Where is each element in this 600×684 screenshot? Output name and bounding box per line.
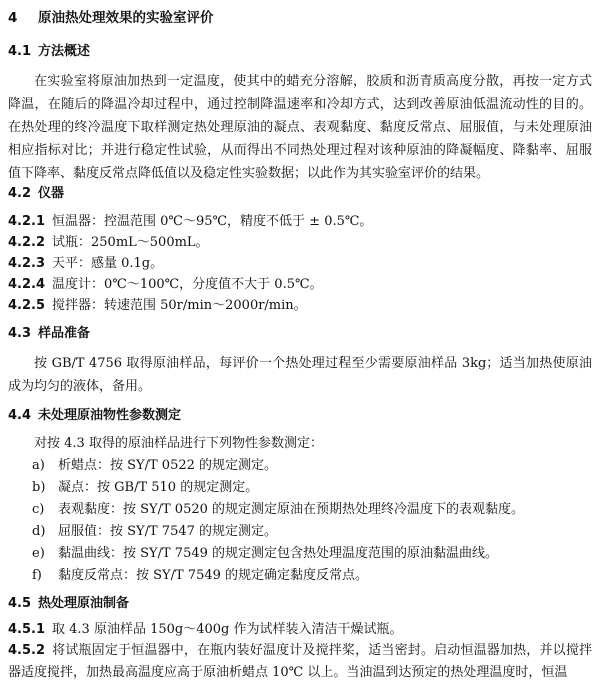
list-item: a) 析蜡点：按 SY/T 0522 的规定测定。 bbox=[32, 458, 278, 473]
instrument-item: 4.2.4 温度计：0℃～100℃，分度值不大于 0.5℃。 bbox=[8, 277, 323, 292]
subsection-heading-4-3 bbox=[8, 326, 90, 342]
instrument-item: 4.2.2 试瓶：250mL～500mL。 bbox=[8, 235, 209, 250]
subsection-title: 仪器 bbox=[38, 186, 65, 201]
list-item: e) 黏温曲线：按 SY/T 7549 的规定测定包含热处理温度范围的原油黏温曲线。 bbox=[32, 546, 499, 561]
subsection-title: 样品准备 bbox=[38, 326, 91, 341]
subsection-heading-4-1 bbox=[8, 44, 90, 60]
list-item: d) 屈服值：按 SY/T 7547 的规定测定。 bbox=[32, 524, 278, 539]
section-title: 原油热处理效果的实验室评价 bbox=[38, 10, 214, 26]
subsection-title: 未处理原油物性参数测定 bbox=[38, 408, 182, 423]
measurement-intro: 对按 4.3 取得的原油样品进行下列物性参数测定： bbox=[34, 436, 323, 451]
subsection-heading-4-5 bbox=[8, 596, 129, 612]
subsection-number: 4.5 bbox=[8, 596, 32, 611]
instrument-item: 4.2.1 恒温器：控温范围 0℃～95℃，精度不低于 ± 0.5℃。 bbox=[8, 214, 373, 229]
section-number: 4 bbox=[8, 10, 18, 26]
instrument-item: 4.2.5 搅拌器：转速范围 50r/min～2000r/min。 bbox=[8, 298, 307, 313]
preparation-step: 4.5.2 将试瓶固定于恒温器中，在瓶内装好温度计及搅拌桨，适当密封。启动恒温器加热，并以搅拌器适度搅拌，加热最高温度应高于原油析蜡点 10℃ 以上。当油温到达预定的热处理温度时，恒温 bbox=[8, 643, 592, 680]
list-item: b) 凝点：按 GB/T 510 的规定测定。 bbox=[32, 480, 259, 495]
subsection-number: 4.2 bbox=[8, 186, 32, 201]
subsection-title: 方法概述 bbox=[38, 44, 91, 59]
subsection-number: 4.4 bbox=[8, 408, 32, 423]
subsection-heading-4-2 bbox=[8, 186, 64, 202]
subsection-number: 4.3 bbox=[8, 326, 32, 341]
instrument-item: 4.2.3 天平：感量 0.1g。 bbox=[8, 256, 164, 271]
list-item: c) 表观黏度：按 SY/T 0520 的规定测定原油在预期热处理终冷温度下的表观黏度。 bbox=[32, 502, 525, 517]
sample-preparation-paragraph: 按 GB/T 4756 取得原油样品，每评价一个热处理过程至少需要原油样品 3kg；适当加热使原油成为均匀的液体，备用。 bbox=[8, 356, 592, 394]
subsection-heading-4-4 bbox=[8, 408, 181, 424]
subsection-number: 4.1 bbox=[8, 44, 32, 59]
list-item: f) 黏度反常点：按 SY/T 7549 的规定确定黏度反常点。 bbox=[32, 568, 369, 583]
subsection-title: 热处理原油制备 bbox=[38, 596, 130, 611]
preparation-step: 4.5.1 取 4.3 原油样品 150g～400g 作为试样装入清洁干燥试瓶。 bbox=[8, 622, 403, 637]
method-overview-paragraph: 在实验室将原油加热到一定温度，使其中的蜡充分溶解，胶质和沥青质高度分散，再按一定方式降温，在随后的降温冷却过程中，通过控制降温速率和冷却方式，达到改善原油低温流动性的目的。在热处理的终冷温度下取样测定热处理原油的凝点、表观黏度、黏度反常点、屈服值，与未处理原油相应指标对比；并进行稳定性试验，从而得出不同热处理过程对该种原油的降凝幅度、降黏率、屈服值下降率、黏度反常点降低值以及稳定性实验数据；以此作为其实验室评价的结果。 bbox=[8, 74, 592, 181]
section-heading bbox=[8, 10, 214, 26]
